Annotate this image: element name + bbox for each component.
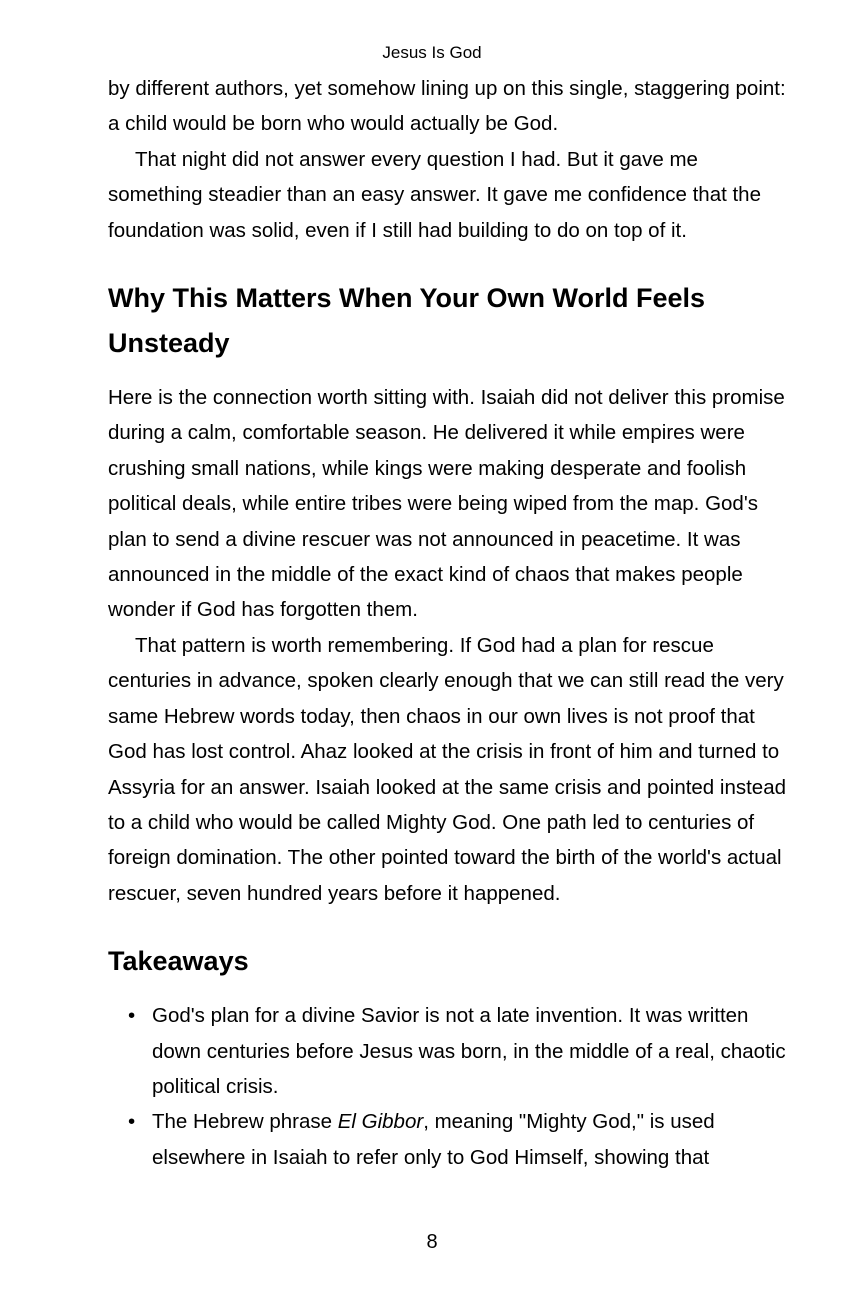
page-body	[108, 71, 798, 1175]
paragraph: Here is the connection worth sitting with. Isaiah did not deliver this promise during a calm, comfortable season. He delivered it while empires were crushing small nations, while kings were making desperate and foolish political deals, while entire tribes were being wiped from the map. God's plan to send a divine rescuer was not announced in peacetime. It was announced in the middle of the exact kind of chaos that makes people wonder if God has forgotten them.	[108, 386, 785, 622]
bullet-icon: •	[128, 1110, 136, 1134]
list-item-text-before: The Hebrew phrase	[152, 1110, 338, 1134]
list-item	[128, 1104, 798, 1175]
page-number: 8	[426, 1231, 438, 1253]
list-item	[128, 998, 798, 1104]
list-item-text-after: , meaning "Mighty God," is used elsewhere in Isaiah to refer only to God Himself, showing that	[152, 1110, 715, 1169]
section-heading: Why This Matters When Your Own World Feels Unsteady	[108, 283, 706, 359]
hebrew-phrase: El Gibbor	[337, 1110, 424, 1134]
paragraph-continued: by different authors, yet somehow lining up on this single, staggering point: a child would be born who would actually be God.	[108, 77, 786, 136]
running-header: Jesus Is God	[382, 43, 482, 62]
list-item-text: God's plan for a divine Savior is not a late invention. It was written down centuries before Jesus was born, in the middle of a real, chaotic political crisis.	[152, 1004, 786, 1098]
takeaways-heading: Takeaways	[108, 946, 249, 977]
paragraph: That night did not answer every question I had. But it gave me something steadier than an easy answer. It gave me confidence that the foundation was solid, even if I still had building to do on top of it.	[108, 147, 761, 242]
bullet-icon: •	[128, 1004, 136, 1028]
paragraph: That pattern is worth remembering. If God had a plan for rescue centuries in advance, spoken clearly enough that we can still read the very same Hebrew words today, then chaos in our own lives is not proof that God has lost control. Ahaz looked at the crisis in front of him and turned to Assyria for an answer. Isaiah looked at the same crisis and pointed instead to a child who would be called Mighty God. One path led to centuries of foreign domination. The other pointed toward the birth of the world's actual rescuer, seven hundred years before it happened.	[108, 633, 787, 905]
takeaways-list	[108, 998, 798, 1175]
